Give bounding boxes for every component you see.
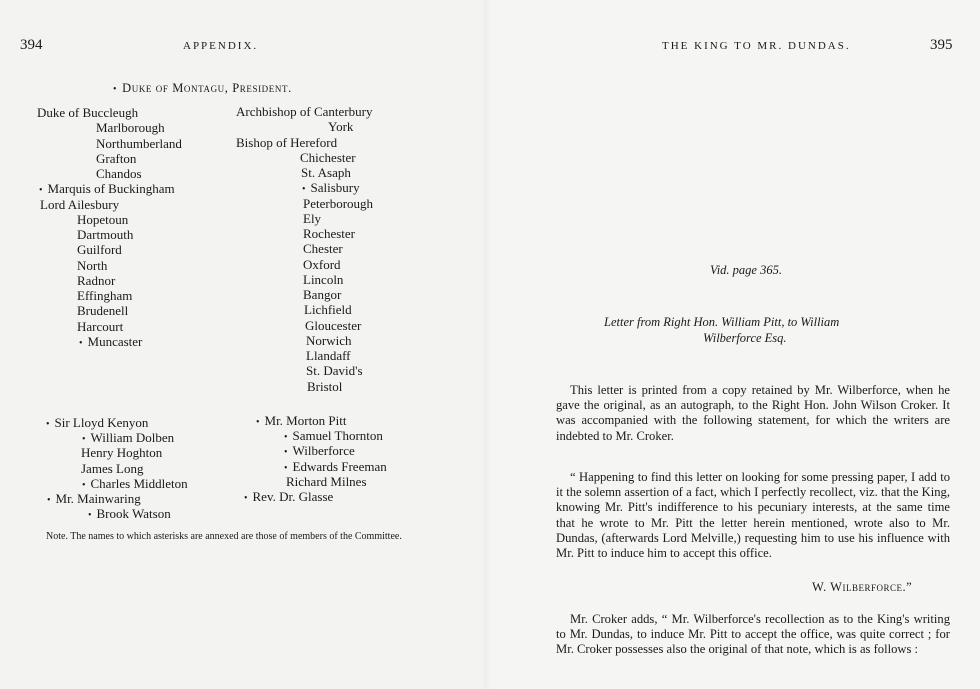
member-name: St. David's (306, 363, 363, 379)
member-name: Marlborough (96, 120, 165, 136)
vid-reference: Vid. page 365. (710, 263, 782, 277)
member-name: Norwich (306, 332, 352, 348)
member-name: Effingham (77, 288, 133, 303)
member-name: Brudenell (77, 303, 129, 319)
member-name: • Wilberforce (284, 443, 355, 460)
member-name: Harcourt (77, 318, 124, 334)
member-name: Lincoln (303, 271, 344, 287)
member-name: St. Asaph (301, 165, 351, 180)
member-name: James Long (81, 460, 144, 476)
wilberforce-signature: W. Wilberforce.” (812, 580, 913, 594)
member-name: Llandaff (306, 348, 351, 363)
letter-title-line-2: Wilberforce Esq. (703, 331, 787, 345)
member-name: Archbishop of Canterbury (236, 104, 373, 119)
member-name: Hopetoun (77, 211, 129, 227)
member-name: Chichester (300, 149, 356, 165)
member-name: Chandos (96, 166, 142, 181)
member-name: Dartmouth (77, 227, 134, 242)
member-name: • William Dolben (82, 430, 174, 447)
member-name: • Salisbury (302, 180, 360, 197)
member-name: Grafton (96, 150, 137, 166)
member-name: Northumberland (96, 135, 182, 151)
member-name: North (77, 257, 108, 273)
member-name: Bristol (307, 378, 343, 394)
member-name: Ely (303, 210, 322, 226)
member-name: • Charles Middleton (82, 476, 188, 493)
member-name: Henry Hoghton (81, 445, 163, 461)
right-running-head: THE KING TO MR. DUNDAS. (662, 40, 851, 52)
member-name: Richard Milnes (286, 473, 367, 489)
member-name: Peterborough (303, 195, 374, 211)
paragraph-1: This letter is printed from a copy retained by Mr. Wilberforce, when he gave the original, as an autograph, to the Right Hon. John Wilson Croker. It was accompanied with the following statement, for which the writers are indebted to Mr. Croker. (556, 383, 950, 443)
member-name: • Mr. Morton Pitt (256, 413, 347, 430)
letter-title-line-1: Letter from Right Hon. William Pitt, to William (604, 315, 840, 329)
member-name: Gloucester (305, 317, 362, 333)
member-name: Radnor (77, 272, 116, 288)
member-name: Lord Ailesbury (40, 196, 120, 212)
right-page-number: 395 (930, 37, 953, 53)
member-name: Oxford (303, 256, 341, 272)
member-name: • Brook Watson (88, 506, 171, 523)
right-page (490, 0, 980, 689)
member-name: • Marquis of Buckingham (39, 181, 175, 198)
asterisk-note: Note. The names to which asterisks are annexed are those of members of the Committee. (46, 531, 402, 542)
member-name: Guilford (77, 242, 122, 258)
left-running-head: APPENDIX. (183, 40, 259, 52)
paragraph-3: Mr. Croker adds, “ Mr. Wilberforce's recollection as to the King's writing to Mr. Dundas, to induce Mr. Pitt to accept the office, was quite correct ; for Mr. Croker possesses also the original of that note, which is as follows : (556, 612, 950, 657)
member-name: • Muncaster (79, 334, 142, 351)
president-line: • Duke of Montagu, President. (113, 81, 292, 96)
member-name: Bishop of Hereford (236, 134, 338, 150)
member-name: Duke of Buccleugh (37, 105, 139, 120)
member-name: • Sir Lloyd Kenyon (46, 415, 148, 432)
member-name: • Edwards Freeman (284, 459, 387, 476)
member-name: • Samuel Thornton (284, 428, 383, 445)
member-name: Chester (303, 241, 343, 257)
paragraph-2-quote: “ Happening to find this letter on looking for some pressing paper, I add to it the solemn assertion of a fact, which I perfectly recollect, viz. that the King, knowing Mr. Pitt's indifference to his pecuniary interests, at the same time that he wrote to Mr. Pitt the letter herein mentioned, wrote also to Mr. Dundas, (afterwards Lord Melville,) requesting him to use his influence with Mr. Pitt to induce him to accept this office. (556, 470, 950, 561)
left-page-number: 394 (20, 37, 43, 53)
member-name: • Rev. Dr. Glasse (244, 489, 333, 506)
member-name: Rochester (303, 226, 355, 241)
member-name: Bangor (303, 287, 342, 302)
member-name: York (328, 119, 354, 135)
member-name: • Mr. Mainwaring (47, 491, 141, 508)
member-name: Lichfield (304, 302, 352, 318)
